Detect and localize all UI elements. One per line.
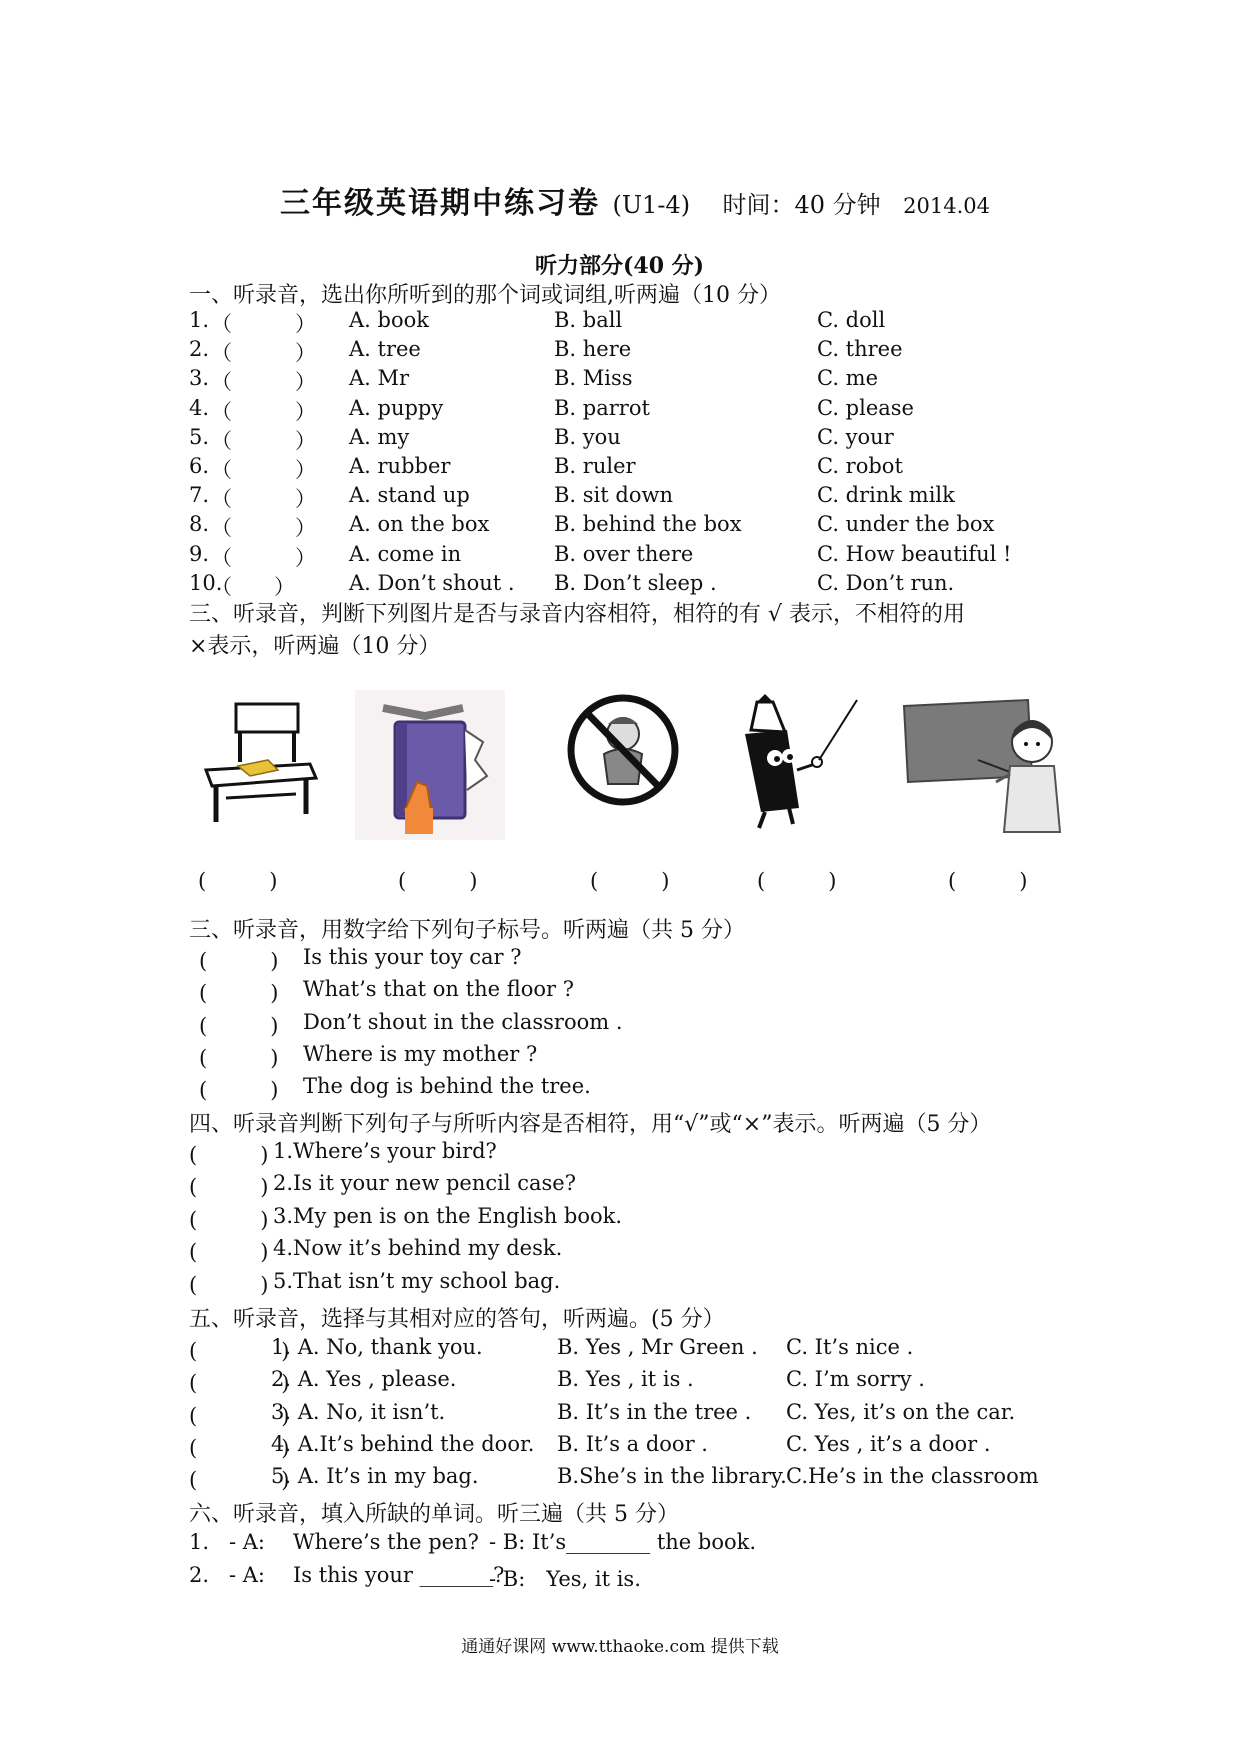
part3-item-text: What’s that on the floor ? (303, 977, 574, 1002)
part3-item-text: Is this your toy car ? (303, 945, 522, 969)
part5-item-c: C. Yes , it’s a door . (786, 1431, 991, 1456)
part1-item-b: B. ball (554, 308, 623, 332)
part6-item-num: 2. (189, 1563, 210, 1587)
part1-item-b: B. Miss (554, 366, 633, 391)
part5-item-b: B. Yes , Mr Green . (557, 1335, 758, 1359)
part1-item-a: A. puppy (349, 395, 444, 420)
part5-item-a: 4. A.It’s behind the door. (271, 1431, 535, 1456)
part1-item-c: C. drink milk (817, 483, 955, 508)
part4-item (189, 1236, 1069, 1264)
part3-item-text: Don’t shout in the classroom . (303, 1009, 623, 1034)
part1-item-b: B. parrot (554, 395, 650, 420)
part4-item-paren[interactable]: ( ) (189, 1143, 269, 1167)
part4-heading: 四、听录音判断下列句子与所听内容是否相符，用“√”或“×”表示。听两遍（5 分） (189, 1112, 992, 1137)
part1-item-b: B. Don’t sleep . (554, 570, 717, 595)
part5-item-paren[interactable]: ( ) (189, 1468, 290, 1493)
part3-item-paren[interactable]: ( ) (199, 949, 279, 973)
no-sign-picture (560, 682, 690, 832)
part4-item-text: 3.My pen is on the English book. (273, 1203, 623, 1228)
part1-item-a: A. on the box (349, 512, 490, 537)
part5-item (189, 1432, 1069, 1460)
part4-item-paren[interactable]: ( ) (189, 1240, 269, 1265)
part5-item-b: B. It’s in the tree . (557, 1399, 752, 1424)
part6-item-a: - A: (229, 1563, 266, 1587)
part1-item-num: 1. (189, 308, 210, 332)
part1-item-paren[interactable]: （ ） (211, 545, 316, 570)
part5-item-paren[interactable]: ( ) (189, 1339, 290, 1363)
title-units: (U1-4) (612, 191, 691, 219)
part1-item-num: 3. (189, 366, 210, 391)
part3-item-paren[interactable]: ( ) (199, 1078, 279, 1103)
part5-item-a: 1. A. No, thank you. (271, 1335, 483, 1359)
book-picture (355, 690, 485, 840)
part1-item (189, 512, 1069, 540)
part1-item-b: B. ruler (554, 454, 636, 478)
part1-item-paren[interactable]: （ ） (211, 516, 316, 541)
part1-item-b: B. you (554, 424, 621, 449)
part1-item (189, 454, 1069, 482)
part3-item-paren[interactable]: ( ) (199, 1045, 279, 1070)
part3-item (189, 977, 1069, 1005)
part1-item (189, 571, 1069, 599)
part5-item-b: B. It’s a door . (557, 1431, 708, 1456)
part1-item-c: C. three (817, 337, 903, 362)
part1-item-c: C. me (817, 366, 879, 391)
part3-item-text: The dog is behind the tree. (303, 1074, 591, 1099)
part1-item-a: A. book (349, 308, 429, 332)
part5-item-b: B. Yes , it is . (557, 1367, 694, 1392)
part1-item (189, 542, 1069, 570)
part5-item-c: C. Yes, it’s on the car. (786, 1399, 1016, 1424)
part6-item (189, 1530, 1069, 1558)
part1-item-c: C. please (817, 395, 914, 420)
part1-item-paren[interactable]: （ ） (211, 399, 316, 424)
part1-item (189, 337, 1069, 365)
part5-item-c: C. I’m sorry . (786, 1367, 925, 1392)
part1-item-paren[interactable]: （ ） (211, 574, 295, 599)
page-title (280, 178, 990, 222)
blackboard-teacher-picture (900, 690, 1070, 840)
part1-item-a: A. stand up (349, 483, 470, 508)
part4-item-text: 5.That isn’t my school bag. (273, 1268, 561, 1293)
part6-item (189, 1563, 1069, 1591)
part1-item (189, 366, 1069, 394)
part2-answer-blank[interactable]: ( ) (948, 869, 1028, 893)
part5-item-paren[interactable]: ( ) (189, 1403, 290, 1428)
part1-item-paren[interactable]: （ ） (211, 458, 316, 482)
part1-item-a: A. come in (349, 541, 462, 566)
part5-item (189, 1367, 1069, 1395)
part2-answer-blank[interactable]: ( ) (757, 869, 837, 893)
part1-item-num: 9. (189, 541, 210, 566)
part1-item-a: A. rubber (349, 454, 451, 478)
part1-item-b: B. behind the box (554, 512, 742, 537)
part1-item-b: B. sit down (554, 483, 673, 508)
part1-item-num: 10. (189, 570, 223, 595)
part1-item-c: C. your (817, 424, 894, 449)
page-footer: 通通好课网 www.tthaoke.com 提供下载 (461, 1637, 779, 1657)
part4-item-text: 4.Now it’s behind my desk. (273, 1236, 563, 1261)
part3-heading: 三、听录音，用数字给下列句子标号。听两遍（共 5 分） (189, 918, 745, 943)
part6-heading: 六、听录音，填入所缺的单词。听三遍（共 5 分） (189, 1502, 679, 1527)
part2-answer-blank[interactable]: ( ) (590, 869, 670, 893)
part1-item-paren[interactable]: （ ） (211, 341, 316, 366)
part6-item-num: 1. (189, 1530, 210, 1554)
part6-item-a: - A: (229, 1530, 266, 1554)
part1-item (189, 483, 1069, 511)
part4-item (189, 1204, 1069, 1232)
part1-item-num: 4. (189, 395, 210, 420)
part4-item (189, 1171, 1069, 1199)
part1-item-c: C. Don’t run. (817, 570, 955, 595)
part5-item-a: 5. A. It’s in my bag. (271, 1464, 479, 1489)
part1-item-num: 7. (189, 483, 210, 508)
title-date: 2014.04 (903, 194, 990, 218)
part1-item-num: 8. (189, 512, 210, 537)
part5-item-a: 3. A. No, it isn’t. (271, 1399, 446, 1424)
part3-item (189, 1010, 1069, 1038)
part5-item-paren[interactable]: ( ) (189, 1435, 290, 1460)
part3-item (189, 1074, 1069, 1102)
part5-item (189, 1335, 1069, 1363)
part1-item-c: C. How beautiful ! (817, 541, 1012, 566)
listening-section-header: 听力部分(40 分) (535, 253, 705, 279)
part3-item (189, 1042, 1069, 1070)
desk-picture (198, 682, 328, 832)
part1-item-b: B. here (554, 337, 632, 362)
part5-item (189, 1464, 1069, 1492)
part1-heading: 一、听录音，选出你所听到的那个词或词组,听两遍（10 分） (189, 283, 781, 308)
part6-item-b: - B: Yes, it is. (489, 1567, 641, 1591)
part1-item-a: A. my (349, 424, 410, 449)
part6-item-q: Where’s the pen? (293, 1530, 479, 1554)
part2-heading-line1: 三、听录音，判断下列图片是否与录音内容相符，相符的有 √ 表示，不相符的用 (189, 602, 966, 627)
part1-item-paren[interactable]: （ ） (211, 312, 316, 336)
part1-item-paren[interactable]: （ ） (211, 428, 316, 453)
part5-item-c: C.He’s in the classroom (786, 1464, 1039, 1489)
part6-item-b: - B: It’s________ the book. (489, 1530, 757, 1554)
part4-item-paren[interactable]: ( ) (189, 1175, 269, 1200)
part2-answer-blank[interactable]: ( ) (198, 869, 278, 893)
part1-item-num: 5. (189, 424, 210, 449)
part5-heading: 五、听录音，选择与其相对应的答句，听两遍。(5 分） (189, 1307, 725, 1332)
part5-item (189, 1400, 1069, 1428)
part1-item-num: 6. (189, 454, 210, 478)
part4-item-text: 2.Is it your new pencil case? (273, 1171, 576, 1196)
part4-item (189, 1269, 1069, 1297)
part1-item-b: B. over there (554, 541, 694, 566)
part1-item (189, 308, 1069, 336)
part5-item-paren[interactable]: ( ) (189, 1371, 290, 1396)
part1-item-num: 2. (189, 337, 210, 362)
part4-item-paren[interactable]: ( ) (189, 1272, 269, 1297)
pencil-character-picture (735, 690, 865, 840)
part4-item-paren[interactable]: ( ) (189, 1207, 269, 1232)
part1-item-a: A. Mr (349, 366, 410, 391)
part1-item-a: A. tree (349, 337, 421, 362)
part4-item (189, 1139, 1069, 1167)
part1-item-c: C. under the box (817, 512, 995, 537)
part5-item-a: 2. A. Yes , please. (271, 1367, 457, 1392)
part1-item-c: C. doll (817, 308, 886, 332)
part3-item-text: Where is my mother ? (303, 1041, 538, 1066)
part5-item-c: C. It’s nice . (786, 1335, 914, 1359)
part1-item-paren[interactable]: （ ） (211, 487, 316, 512)
part2-answer-blank[interactable]: ( ) (398, 869, 478, 893)
part3-item-paren[interactable]: ( ) (199, 1013, 279, 1038)
part3-item (189, 945, 1069, 973)
part1-item (189, 425, 1069, 453)
part1-item-paren[interactable]: （ ） (211, 370, 316, 395)
title-main: 三年级英语期中练习卷 (280, 186, 600, 221)
part6-item-q: Is this your _______? (293, 1563, 505, 1587)
part1-item (189, 396, 1069, 424)
title-time: 时间：40 分钟 (722, 191, 881, 219)
part4-item-text: 1.Where’s your bird? (273, 1139, 497, 1163)
part5-item-b: B.She’s in the library. (557, 1464, 787, 1489)
part1-item-c: C. robot (817, 454, 903, 478)
part3-item-paren[interactable]: ( ) (199, 981, 279, 1006)
part1-item-a: A. Don’t shout . (349, 570, 515, 595)
part2-heading-line2: ×表示，听两遍（10 分） (189, 634, 441, 659)
